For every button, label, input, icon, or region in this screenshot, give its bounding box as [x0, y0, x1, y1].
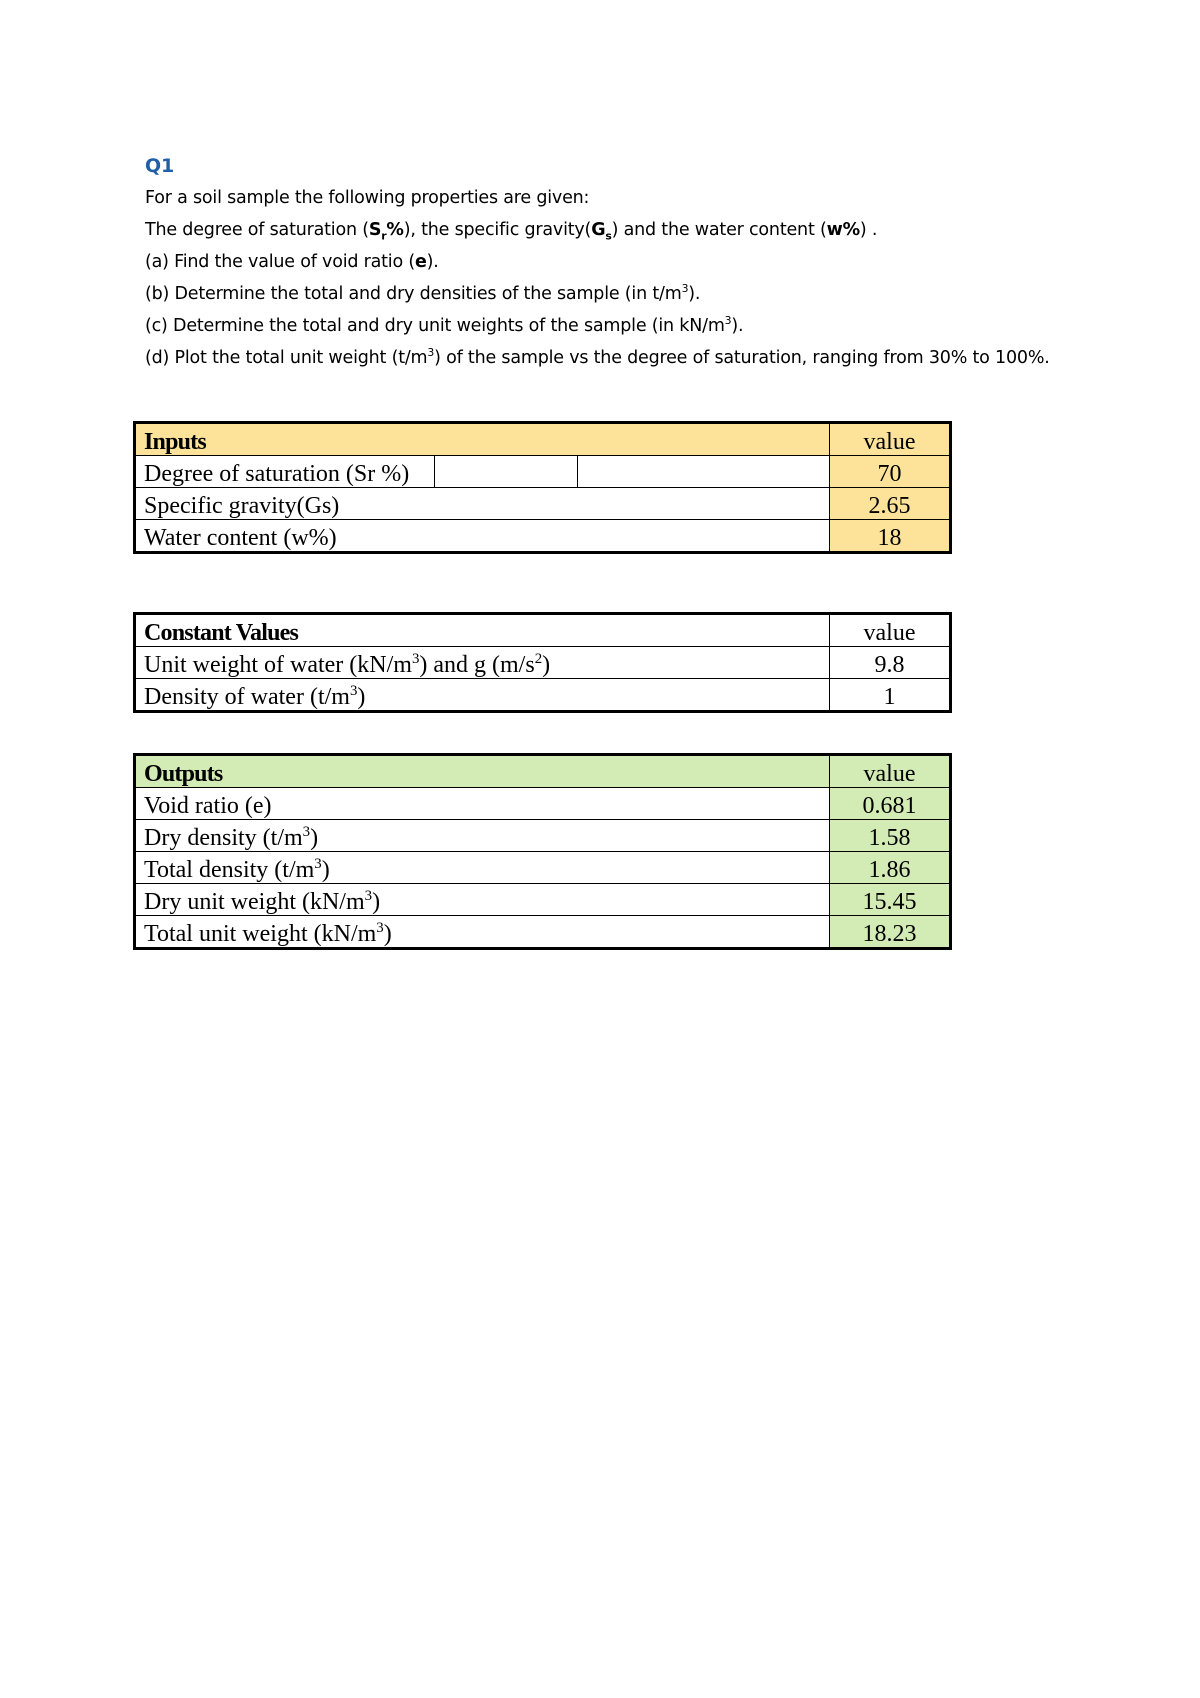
label-part: )	[372, 889, 381, 915]
table-row	[135, 520, 951, 553]
question-intro: For a soil sample the following properties are given:	[145, 188, 590, 208]
label-part: Total unit weight (kN/m	[144, 921, 377, 947]
part-d-text: (d) Plot the total unit weight (t/m	[145, 348, 428, 368]
output-label-dry-density	[135, 820, 830, 852]
table-row	[135, 456, 951, 488]
output-value-dry-unit-weight[interactable]: 15.45	[830, 884, 951, 916]
table-row	[135, 820, 951, 852]
input-label-saturation: Degree of saturation (Sr %)	[135, 456, 435, 488]
part-b-sup: 3	[681, 282, 689, 296]
output-value-dry-density[interactable]: 1.58	[830, 820, 951, 852]
empty-cell[interactable]	[435, 456, 578, 488]
label-sup: 3	[411, 651, 420, 667]
input-label-specific-gravity: Specific gravity(Gs)	[135, 488, 830, 520]
label-part: ) and g (m/s	[419, 652, 535, 678]
part-b-text: (b) Determine the total and dry densities of the sample (in t/m	[145, 284, 682, 304]
table-row	[135, 788, 951, 820]
label-sup: 3	[349, 683, 358, 699]
inputs-value-header: value	[830, 423, 951, 456]
empty-cell[interactable]	[578, 456, 830, 488]
table-row	[135, 647, 951, 679]
question-given-line	[145, 214, 1050, 246]
given-text-b: ), the specific gravity(	[403, 220, 592, 240]
question-part-d	[145, 342, 1050, 370]
label-part: Total density (t/m	[144, 857, 315, 883]
sr-symbol: S	[368, 220, 382, 240]
output-label-total-unit-weight	[135, 916, 830, 949]
inputs-header: Inputs	[135, 423, 830, 456]
part-b-end: ).	[688, 284, 701, 304]
input-value-saturation[interactable]: 70	[830, 456, 951, 488]
constants-header: Constant Values	[135, 614, 830, 647]
label-sup: 2	[534, 651, 543, 667]
question-part-c	[145, 310, 1050, 342]
label-sup: 3	[364, 888, 373, 904]
question-title: Q1	[145, 155, 174, 177]
part-a-end: ).	[426, 252, 439, 272]
table-row	[135, 679, 951, 712]
label-sup: 3	[376, 920, 384, 936]
gs-symbol: G	[591, 220, 606, 240]
question-part-b	[145, 278, 1050, 310]
constants-table	[133, 612, 952, 713]
part-a-bold: e	[414, 252, 427, 272]
part-c-sup: 3	[724, 314, 732, 328]
label-part: )	[310, 825, 319, 851]
part-a-text: (a) Find the value of void ratio (	[145, 252, 415, 272]
given-text-c: ) and the water content (	[611, 220, 827, 240]
label-part: Density of water (t/m	[144, 684, 350, 710]
constant-label-density-water	[135, 679, 830, 712]
label-part: )	[321, 857, 330, 883]
output-value-total-unit-weight[interactable]: 18.23	[830, 916, 951, 949]
gs-subscript: s	[605, 229, 612, 243]
inputs-table	[133, 421, 952, 554]
label-sup: 3	[302, 824, 311, 840]
output-value-void-ratio[interactable]: 0.681	[830, 788, 951, 820]
output-label-dry-unit-weight	[135, 884, 830, 916]
part-d-end: ) of the sample vs the degree of saturation, ranging from 30% to 100%.	[434, 348, 1050, 368]
label-part: Dry density (t/m	[144, 825, 303, 851]
given-text-a: The degree of saturation (	[145, 220, 369, 240]
input-label-water-content: Water content (w%)	[135, 520, 830, 553]
constants-header-row	[135, 614, 951, 647]
label-sup: 3	[314, 856, 322, 872]
table-row	[135, 916, 951, 949]
input-value-water-content[interactable]: 18	[830, 520, 951, 553]
outputs-value-header: value	[830, 755, 951, 788]
inputs-header-row	[135, 423, 951, 456]
sr-percent: %	[386, 220, 404, 240]
label-part: )	[383, 921, 392, 947]
input-value-specific-gravity[interactable]: 2.65	[830, 488, 951, 520]
outputs-table	[133, 753, 952, 950]
question-part-a	[145, 246, 1050, 278]
question-block	[145, 150, 1050, 370]
table-row	[135, 884, 951, 916]
table-row	[135, 852, 951, 884]
outputs-header-row	[135, 755, 951, 788]
output-label-void-ratio: Void ratio (e)	[135, 788, 830, 820]
label-part: Unit weight of water (kN/m	[144, 652, 412, 678]
w-symbol: w%	[826, 220, 860, 240]
constants-value-header: value	[830, 614, 951, 647]
part-d-sup: 3	[427, 346, 435, 360]
given-text-d: ) .	[859, 220, 878, 240]
output-value-total-density[interactable]: 1.86	[830, 852, 951, 884]
constant-value-unit-weight-water[interactable]: 9.8	[830, 647, 951, 679]
label-part: )	[542, 652, 551, 678]
table-row	[135, 488, 951, 520]
label-part: Dry unit weight (kN/m	[144, 889, 365, 915]
constant-label-unit-weight-water	[135, 647, 830, 679]
part-c-end: ).	[731, 316, 744, 336]
part-c-text: (c) Determine the total and dry unit weights of the sample (in kN/m	[145, 316, 725, 336]
label-part: )	[357, 684, 366, 710]
sr-subscript: r	[381, 229, 387, 243]
outputs-header: Outputs	[135, 755, 830, 788]
constant-value-density-water[interactable]: 1	[830, 679, 951, 712]
output-label-total-density	[135, 852, 830, 884]
